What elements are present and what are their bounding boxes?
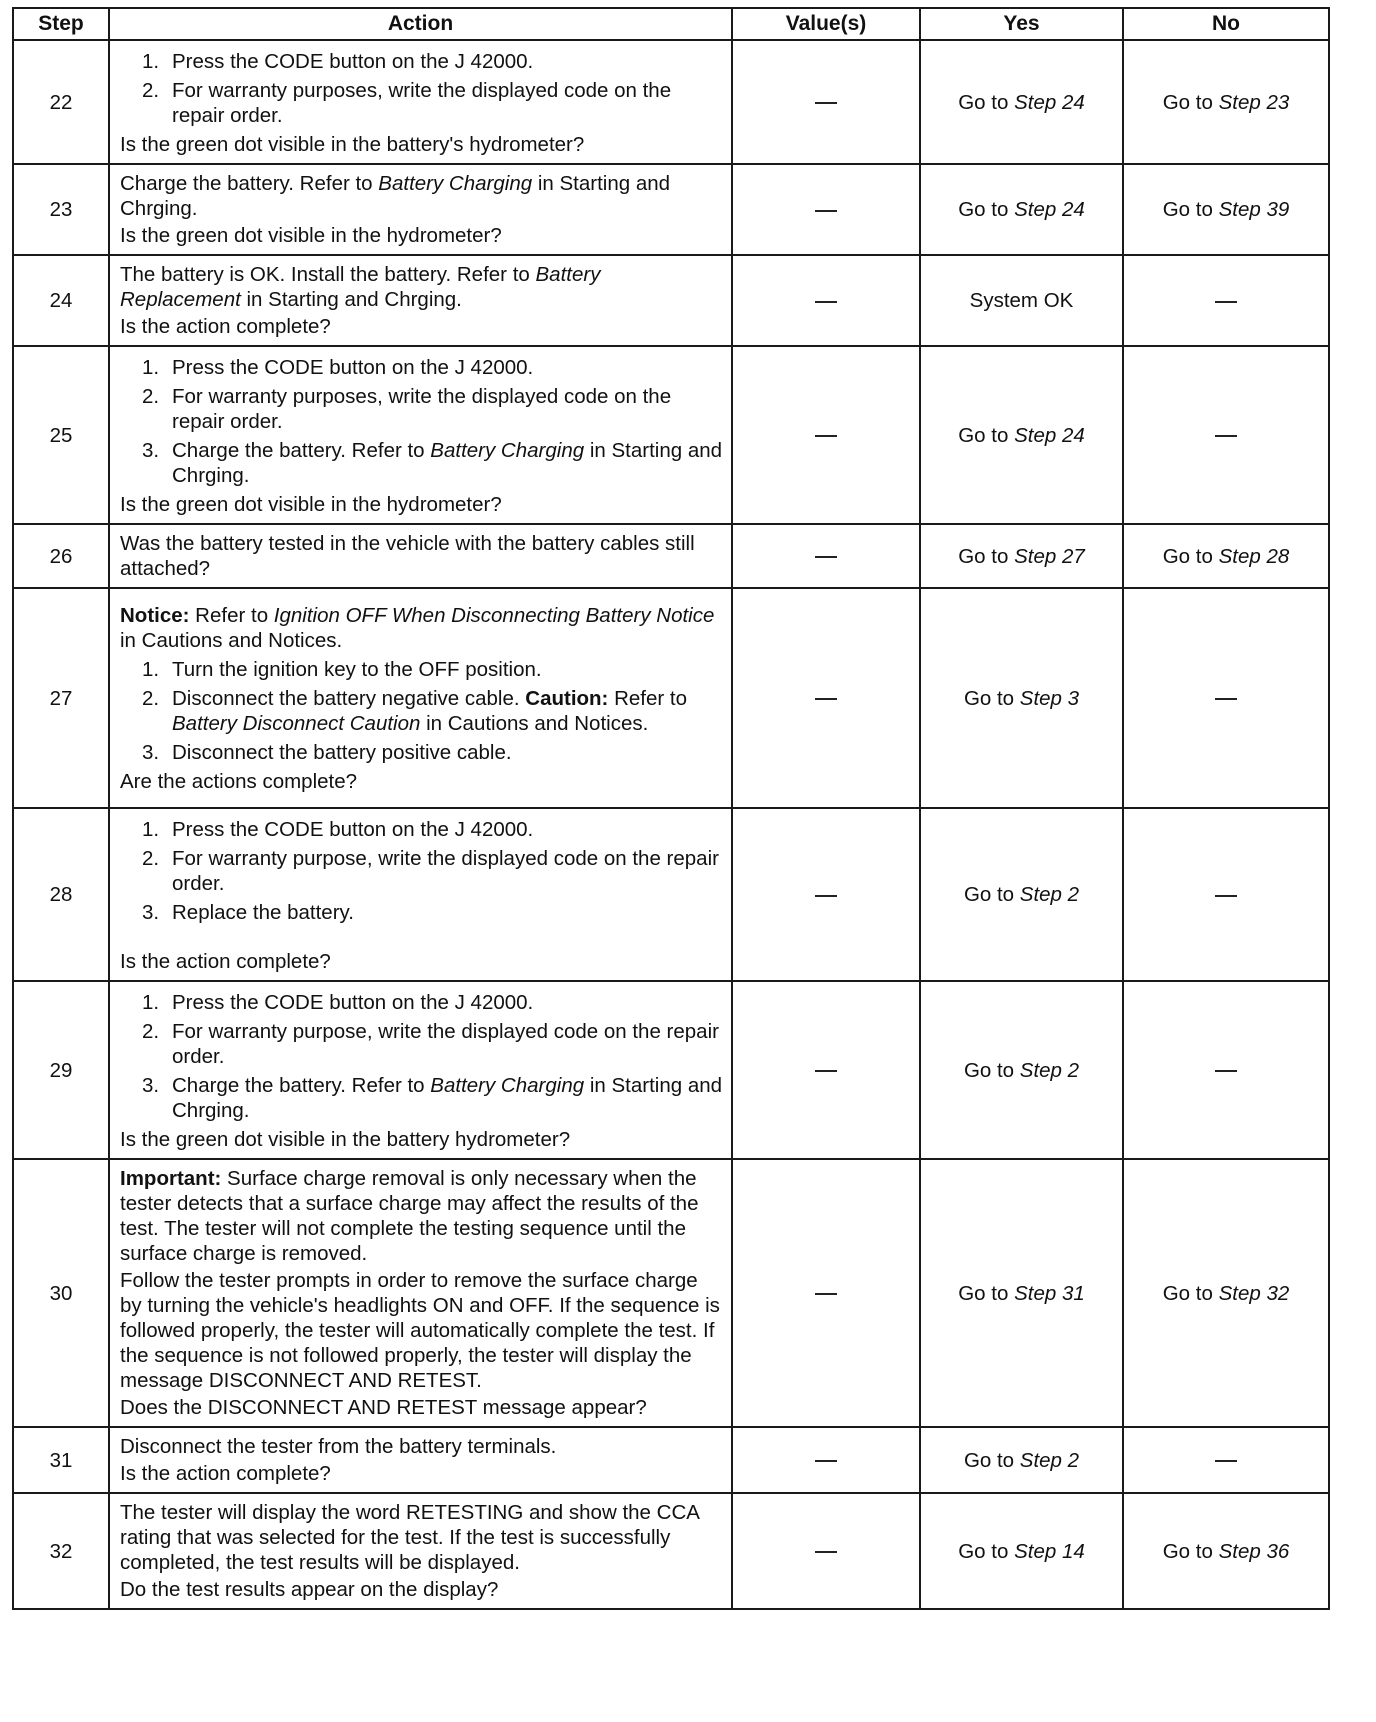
- yes-step-ref: Step 3: [1019, 686, 1080, 710]
- action-paragraph: [120, 949, 723, 974]
- list-number: 3.: [142, 740, 160, 764]
- text-run: Press the CODE button on the J 42000.: [172, 991, 534, 1014]
- action-cell: [109, 164, 732, 255]
- no-cell: [1123, 1493, 1329, 1609]
- yes-step-ref: Step 14: [1014, 1539, 1085, 1563]
- list-text: [172, 657, 723, 682]
- text-run: The tester will display the word RETESTING and show the CCA rating that was selected for the test. If the test is successfully completed, the test results will be displayed.: [120, 1501, 699, 1574]
- list-item: [142, 686, 723, 736]
- value-cell: [732, 981, 920, 1159]
- value-dash: [815, 1070, 837, 1072]
- emphasis-text: Battery Charging: [378, 172, 533, 195]
- list-text: [172, 1019, 723, 1069]
- yes-text: Go to: [958, 90, 1015, 114]
- text-run: Was the battery tested in the vehicle with the battery cables still attached?: [120, 532, 695, 580]
- value-dash: [815, 895, 837, 897]
- list-item: [142, 49, 723, 74]
- text-run: Is the green dot visible in the hydrometer?: [120, 224, 502, 247]
- value-dash: [815, 435, 837, 437]
- text-run: Do the test results appear on the display?: [120, 1578, 499, 1601]
- text-run: Charge the battery. Refer to: [172, 1074, 431, 1097]
- table-row: [13, 164, 1329, 255]
- list-text: [172, 438, 723, 488]
- no-cell: [1123, 164, 1329, 255]
- table-row: [13, 524, 1329, 588]
- action-cell: [109, 1159, 732, 1427]
- table-row: [13, 1493, 1329, 1609]
- text-run: Does the DISCONNECT AND RETEST message appear?: [120, 1396, 647, 1419]
- yes-cell: [920, 524, 1123, 588]
- table-row: [13, 981, 1329, 1159]
- action-paragraph: [120, 1434, 723, 1459]
- list-number: 2.: [142, 79, 160, 102]
- list-text: [172, 1073, 723, 1123]
- table-row: [13, 346, 1329, 524]
- yes-step-ref: Step 2: [1019, 1448, 1080, 1472]
- value-dash: [815, 698, 837, 700]
- diagnostic-table: [12, 7, 1330, 1610]
- no-text: Go to: [1162, 544, 1219, 568]
- list-text: [172, 740, 723, 765]
- bold-label: Important:: [120, 1167, 222, 1190]
- text-run: For warranty purpose, write the displayed code on the repair order.: [172, 1020, 719, 1068]
- text-run: in Starting and Chrging.: [240, 288, 462, 311]
- list-number: 1.: [142, 356, 160, 379]
- text-run: For warranty purposes, write the displayed code on the repair order.: [172, 79, 672, 127]
- yes-step-ref: Step 24: [1014, 198, 1085, 221]
- value-cell: [732, 1427, 920, 1493]
- text-run: For warranty purpose, write the displayed code on the repair order.: [172, 847, 719, 895]
- text-run: Is the green dot visible in the hydrometer?: [120, 493, 502, 516]
- bold-label: Notice:: [120, 603, 190, 627]
- action-paragraph: [120, 132, 723, 157]
- action-cell: [109, 1427, 732, 1493]
- value-cell: [732, 808, 920, 981]
- text-run: in Starting and Chrging.: [172, 1074, 723, 1122]
- step-number: 22: [13, 40, 109, 164]
- text-run: Charge the battery. Refer to: [172, 439, 431, 462]
- text-run: Press the CODE button on the J 42000.: [172, 356, 534, 379]
- step-number: 24: [13, 255, 109, 346]
- value-cell: [732, 346, 920, 524]
- action-paragraph: [120, 314, 723, 339]
- step-number: 31: [13, 1427, 109, 1493]
- action-cell: [109, 1493, 732, 1609]
- emphasis-text: Ignition OFF When Disconnecting Battery Notice: [273, 603, 715, 627]
- no-cell: [1123, 40, 1329, 164]
- text-run: Press the CODE button on the J 42000.: [172, 50, 534, 73]
- step-number: 32: [13, 1493, 109, 1609]
- yes-step-ref: Step 31: [1014, 1281, 1085, 1305]
- step-number: 27: [13, 588, 109, 808]
- list-text: [172, 817, 723, 842]
- yes-text: Go to: [963, 686, 1020, 710]
- header-step: Step: [13, 8, 109, 40]
- list-number: 2.: [142, 385, 160, 408]
- table-body: [13, 40, 1329, 1609]
- step-number: 26: [13, 524, 109, 588]
- action-paragraph: [120, 262, 723, 312]
- yes-step-ref: Step 2: [1019, 883, 1080, 906]
- yes-cell: [920, 981, 1123, 1159]
- list-number: 3.: [142, 439, 160, 462]
- value-dash: [815, 1460, 837, 1462]
- value-cell: [732, 40, 920, 164]
- no-cell: [1123, 981, 1329, 1159]
- value-dash: [815, 1293, 837, 1295]
- yes-cell: [920, 1159, 1123, 1427]
- no-step-ref: Step 36: [1218, 1539, 1290, 1563]
- list-number: 1.: [142, 991, 160, 1014]
- text-run: Is the green dot visible in the battery's hydrometer?: [120, 133, 585, 156]
- no-cell: [1123, 346, 1329, 524]
- yes-text: Go to: [958, 423, 1015, 447]
- step-number: 25: [13, 346, 109, 524]
- emphasis-text: Battery Charging: [430, 439, 585, 462]
- action-paragraph: [120, 769, 723, 794]
- yes-cell: [920, 588, 1123, 808]
- action-cell: [109, 255, 732, 346]
- step-number: 29: [13, 981, 109, 1159]
- value-cell: [732, 255, 920, 346]
- text-run: Surface charge removal is only necessary when the tester detects that a surface charge may affect the results of the test. The tester will not complete the testing sequence until the surface charge is removed.: [120, 1167, 699, 1265]
- yes-cell: [920, 164, 1123, 255]
- text-run: Disconnect the tester from the battery terminals.: [120, 1435, 557, 1458]
- value-cell: [732, 164, 920, 255]
- emphasis-text: Battery Charging: [430, 1074, 585, 1097]
- header-no: No: [1123, 8, 1329, 40]
- step-number: 28: [13, 808, 109, 981]
- list-text: [172, 49, 723, 74]
- no-text: Go to: [1162, 1539, 1219, 1563]
- text-run: The battery is OK. Install the battery. Refer to: [120, 263, 536, 286]
- action-cell: [109, 981, 732, 1159]
- yes-cell: [920, 346, 1123, 524]
- list-item: [142, 1019, 723, 1069]
- value-cell: [732, 588, 920, 808]
- text-run: Is the action complete?: [120, 315, 331, 338]
- text-run: For warranty purposes, write the displayed code on the repair order.: [172, 385, 672, 433]
- table-row: [13, 1427, 1329, 1493]
- list-number: 1.: [142, 818, 160, 841]
- list-item: [142, 740, 723, 765]
- text-run: Is the action complete?: [120, 1462, 331, 1485]
- list-number: 1.: [142, 50, 160, 73]
- list-item: [142, 990, 723, 1015]
- text-run: Disconnect the battery positive cable.: [172, 740, 512, 764]
- text-run: Turn the ignition key to the OFF position.: [172, 657, 542, 681]
- action-cell: [109, 40, 732, 164]
- text-run: Replace the battery.: [172, 901, 354, 924]
- table-row: [13, 255, 1329, 346]
- list-text: [172, 846, 723, 896]
- no-cell: [1123, 255, 1329, 346]
- no-step-ref: Step 32: [1218, 1281, 1290, 1305]
- yes-text: Go to: [958, 544, 1015, 568]
- text-run: Is the green dot visible in the battery hydrometer?: [120, 1128, 571, 1151]
- no-text: Go to: [1162, 198, 1219, 221]
- list-text: [172, 686, 723, 736]
- action-paragraph: [120, 1500, 723, 1575]
- yes-step-ref: Step 24: [1014, 423, 1085, 447]
- value-cell: [732, 1159, 920, 1427]
- text-run: in Cautions and Notices.: [420, 711, 649, 735]
- emphasis-text: Battery Replacement: [120, 263, 601, 311]
- header-yes: Yes: [920, 8, 1123, 40]
- action-paragraph: [120, 1268, 723, 1393]
- action-paragraph: [120, 1127, 723, 1152]
- yes-text: Go to: [963, 1058, 1020, 1082]
- list-item: [142, 78, 723, 128]
- header-action: Action: [109, 8, 732, 40]
- dash-no: [1215, 301, 1237, 303]
- emphasis-text: Battery Disconnect Caution: [172, 711, 421, 735]
- no-cell: [1123, 1159, 1329, 1427]
- no-cell: [1123, 588, 1329, 808]
- no-step-ref: Step 23: [1218, 90, 1290, 114]
- dash-no: [1215, 1070, 1237, 1072]
- text-run: in Starting and Chrging.: [120, 172, 671, 220]
- action-cell: [109, 588, 732, 808]
- yes-text: Go to: [963, 883, 1020, 906]
- text-run: Press the CODE button on the J 42000.: [172, 818, 534, 841]
- yes-text: Go to: [958, 1281, 1015, 1305]
- list-item: [142, 900, 723, 925]
- action-cell: [109, 346, 732, 524]
- action-paragraph: [120, 1395, 723, 1420]
- list-item: [142, 438, 723, 488]
- text-run: Charge the battery. Refer to: [120, 172, 379, 195]
- text-run: Disconnect the battery negative cable.: [172, 686, 526, 710]
- spacer: [120, 929, 723, 947]
- action-paragraph: [120, 1461, 723, 1486]
- text-run: Are the actions complete?: [120, 769, 358, 793]
- value-dash: [815, 102, 837, 104]
- yes-text: Go to: [958, 198, 1015, 221]
- text-run: Is the action complete?: [120, 950, 331, 973]
- no-cell: [1123, 1427, 1329, 1493]
- yes-cell: [920, 1427, 1123, 1493]
- bold-label: Caution:: [525, 686, 609, 710]
- list-item: [142, 355, 723, 380]
- dash-no: [1215, 1460, 1237, 1462]
- text-run: Refer to: [189, 603, 274, 627]
- action-paragraph: [120, 531, 723, 581]
- text-run: in Cautions and Notices.: [120, 628, 343, 652]
- no-cell: [1123, 524, 1329, 588]
- table-row: [13, 588, 1329, 808]
- table-row: [13, 1159, 1329, 1427]
- list-number: 2.: [142, 1020, 160, 1043]
- action-paragraph: [120, 603, 723, 653]
- list-number: 1.: [142, 657, 160, 681]
- yes-cell: [920, 40, 1123, 164]
- list-text: [172, 900, 723, 925]
- action-paragraph: [120, 223, 723, 248]
- step-number: 30: [13, 1159, 109, 1427]
- yes-cell: [920, 1493, 1123, 1609]
- table-row: [13, 40, 1329, 164]
- action-paragraph: [120, 492, 723, 517]
- yes-cell: [920, 255, 1123, 346]
- header-values: Value(s): [732, 8, 920, 40]
- no-text: Go to: [1162, 90, 1219, 114]
- value-cell: [732, 524, 920, 588]
- yes-text: System OK: [969, 289, 1074, 312]
- list-item: [142, 846, 723, 896]
- no-step-ref: Step 39: [1218, 198, 1290, 221]
- no-text: Go to: [1162, 1281, 1219, 1305]
- action-paragraph: [120, 1577, 723, 1602]
- list-item: [142, 817, 723, 842]
- list-text: [172, 78, 723, 128]
- list-item: [142, 1073, 723, 1123]
- step-number: 23: [13, 164, 109, 255]
- list-number: 2.: [142, 847, 160, 870]
- dash-no: [1215, 435, 1237, 437]
- yes-text: Go to: [963, 1448, 1020, 1472]
- yes-text: Go to: [958, 1539, 1015, 1563]
- action-cell: [109, 808, 732, 981]
- value-dash: [815, 556, 837, 558]
- no-cell: [1123, 808, 1329, 981]
- text-run: Follow the tester prompts in order to remove the surface charge by turning the vehicle's headlights ON and OFF. If the sequence is followed properly, the tester will automatically complete the test. If the sequence is not followed properly, the tester will display the message DISCONNECT AND RETEST.: [120, 1269, 720, 1392]
- list-number: 3.: [142, 901, 160, 924]
- list-text: [172, 355, 723, 380]
- list-item: [142, 384, 723, 434]
- header-row: [13, 8, 1329, 40]
- text-run: in Starting and Chrging.: [172, 439, 723, 487]
- yes-step-ref: Step 27: [1014, 544, 1085, 568]
- table-row: [13, 808, 1329, 981]
- list-number: 3.: [142, 1074, 160, 1097]
- value-dash: [815, 210, 837, 212]
- value-dash: [815, 301, 837, 303]
- value-cell: [732, 1493, 920, 1609]
- action-paragraph: [120, 1166, 723, 1266]
- list-text: [172, 990, 723, 1015]
- text-run: Refer to: [608, 686, 688, 710]
- no-step-ref: Step 28: [1218, 544, 1290, 568]
- action-cell: [109, 524, 732, 588]
- value-dash: [815, 1551, 837, 1553]
- list-text: [172, 384, 723, 434]
- dash-no: [1215, 698, 1237, 700]
- yes-step-ref: Step 24: [1014, 90, 1085, 114]
- dash-no: [1215, 895, 1237, 897]
- yes-cell: [920, 808, 1123, 981]
- list-item: [142, 657, 723, 682]
- action-paragraph: [120, 171, 723, 221]
- list-number: 2.: [142, 686, 160, 710]
- yes-step-ref: Step 2: [1019, 1058, 1080, 1082]
